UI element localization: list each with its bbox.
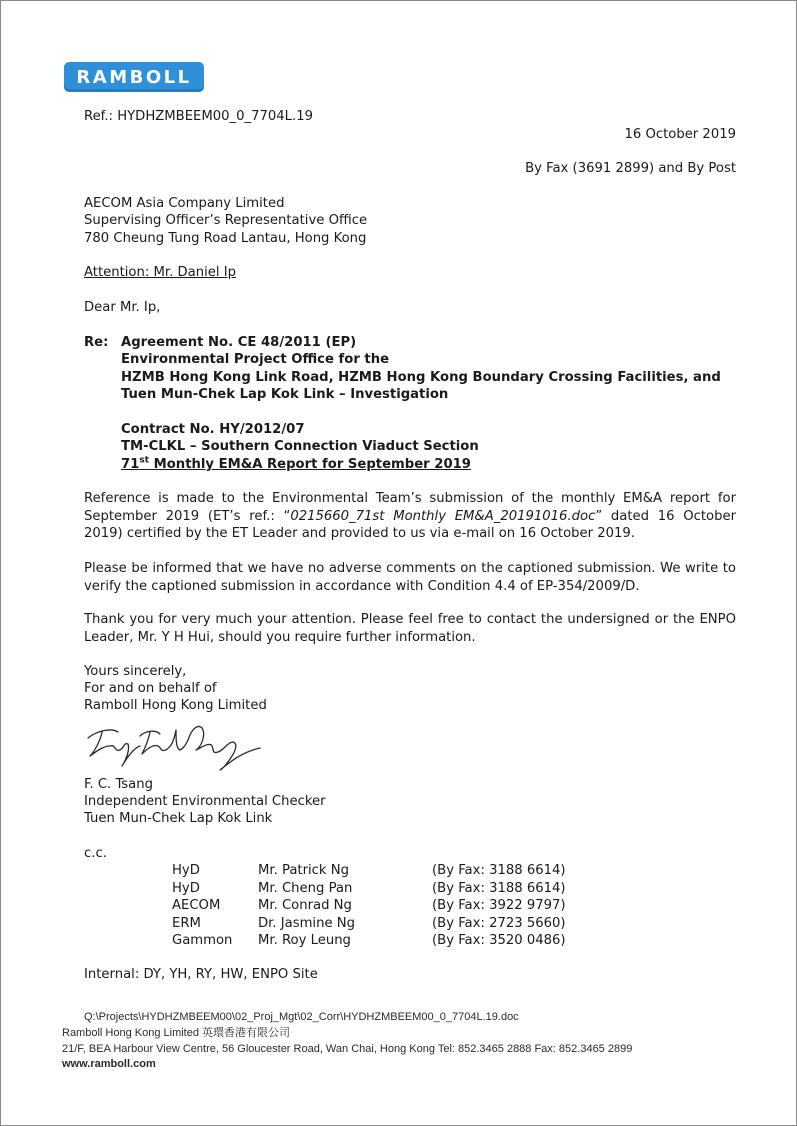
cc-person: Dr. Jasmine Ng <box>258 915 355 931</box>
footer-company: Ramboll Hong Kong Limited 英環香港有限公司 <box>62 1027 291 1039</box>
subject-agreement: Agreement No. CE 48/2011 (EP) <box>121 335 357 350</box>
cc-organisation: HyD <box>172 880 200 896</box>
footer-website: www.ramboll.com <box>62 1058 156 1070</box>
cc-fax-number: (By Fax: 2723 5660) <box>432 915 566 931</box>
cc-organisation: HyD <box>172 863 200 878</box>
subject-report-title <box>121 456 471 474</box>
recipient-address: 780 Cheung Tung Road Lantau, Hong Kong <box>84 231 367 246</box>
footer-address: 21/F, BEA Harbour View Centre, 56 Gloucester Road, Wan Chai, Hong Kong Tel: 852.3465 2888 Fax: 852.3465 2899 <box>62 1043 633 1055</box>
subject-investigation: Tuen Mun-Chek Lap Kok Link – Investigation <box>121 387 449 402</box>
re-label: Re: <box>84 335 109 350</box>
paragraph-thanks: Thank you for very much your attention. Please feel free to contact the undersigned or the ENPO Leader, Mr. Y H Hui, should you require further information. <box>84 612 736 645</box>
delivery-method: By Fax (3691 2899) and By Post <box>525 161 736 176</box>
reference-number: Ref.: HYDHZMBEEM00_0_7704L.19 <box>84 109 313 124</box>
handwritten-signature <box>84 716 264 774</box>
cc-fax-number: (By Fax: 3188 6614) <box>432 880 566 896</box>
file-path: Q:\Projects\HYDHZMBEEM00\02_Proj_Mgt\02_Corr\HYDHZMBEEM00_0_7704L.19.doc <box>84 1011 519 1023</box>
paragraph-comments: Please be informed that we have no adverse comments on the captioned submission. We write to verify the captioned submission in accordance with Condition 4.4 of EP-354/2009/D. <box>84 561 736 594</box>
paragraph-reference-start: Reference is made to the Environmental Team’s submission of the monthly EM&A report for September 2019 (ET’s ref.: “ <box>84 491 736 524</box>
cc-person: Mr. Roy Leung <box>258 933 351 948</box>
signatory-project: Tuen Mun-Chek Lap Kok Link <box>84 811 273 826</box>
cc-person: Mr. Cheng Pan <box>258 880 353 896</box>
subject-contract: Contract No. HY/2012/07 <box>121 422 305 437</box>
cc-organisation: ERM <box>172 915 201 931</box>
cc-organisation: Gammon <box>172 933 233 948</box>
closing-yours-sincerely: Yours sincerely, <box>84 664 187 679</box>
report-title-rest: Monthly EM&A Report for September 2019 <box>149 457 471 472</box>
letter-date: 16 October 2019 <box>624 127 736 142</box>
cc-organisation: AECOM <box>172 898 221 913</box>
cc-label: c.c. <box>84 846 107 861</box>
ramboll-logo <box>64 62 204 92</box>
report-number-suffix: st <box>139 455 150 466</box>
logo-text: RAMBOLL <box>76 66 192 88</box>
internal-distribution: Internal: DY, YH, RY, HW, ENPO Site <box>84 967 318 982</box>
signatory-title: Independent Environmental Checker <box>84 794 326 809</box>
paragraph-reference-end: ” dated 16 October 2019) certified by the ET Leader and provided to us via e-mail on 16 October 2019. <box>84 508 736 541</box>
subject-section: TM-CLKL – Southern Connection Viaduct Section <box>121 439 479 454</box>
paragraph-reference <box>84 490 736 543</box>
subject-projects: HZMB Hong Kong Link Road, HZMB Hong Kong Boundary Crossing Facilities, and <box>121 370 721 385</box>
cc-fax-number: (By Fax: 3188 6614) <box>432 863 566 878</box>
cc-fax-number: (By Fax: 3922 9797) <box>432 898 566 913</box>
report-number: 71 <box>121 457 140 472</box>
closing-on-behalf: For and on behalf of <box>84 681 217 696</box>
cc-person: Mr. Patrick Ng <box>258 863 349 878</box>
subject-office: Environmental Project Office for the <box>121 352 390 367</box>
closing-company: Ramboll Hong Kong Limited <box>84 698 267 713</box>
recipient-office: Supervising Officer’s Representative Office <box>84 213 368 228</box>
salutation: Dear Mr. Ip, <box>84 300 161 315</box>
recipient-company: AECOM Asia Company Limited <box>84 196 285 211</box>
cc-fax-number: (By Fax: 3520 0486) <box>432 933 566 948</box>
et-reference-file: 0215660_71st Monthly EM&A_20191016.doc <box>290 508 596 524</box>
signatory-name: F. C. Tsang <box>84 777 153 792</box>
cc-person: Mr. Conrad Ng <box>258 898 352 913</box>
attention-line: Attention: Mr. Daniel Ip <box>84 265 236 280</box>
